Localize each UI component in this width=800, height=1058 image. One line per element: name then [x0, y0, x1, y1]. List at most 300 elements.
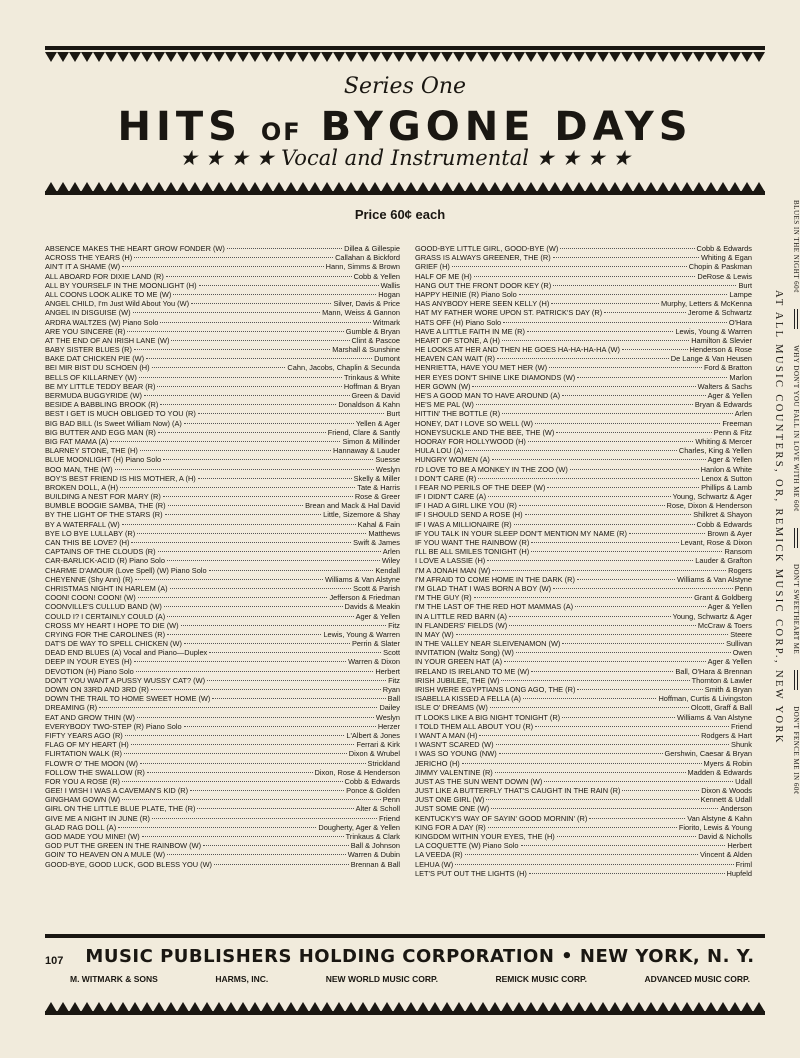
song-composer: Henderson & Rose	[689, 345, 752, 355]
dot-leader	[209, 570, 374, 571]
song-composer: Ferrari & Kirk	[356, 740, 400, 750]
dot-leader	[499, 753, 663, 754]
song-entry	[415, 685, 752, 694]
song-title: KENTUCKY'S WAY OF SAYIN' GOOD MORNIN' (R)	[415, 813, 588, 823]
song-composer: Simon & Millinder	[342, 436, 400, 446]
dot-leader	[146, 358, 372, 359]
top-border-line	[45, 46, 765, 50]
song-title: IF YOU WANT THE RAINBOW (R)	[415, 538, 530, 547]
dot-leader	[138, 597, 328, 598]
dot-leader	[157, 386, 341, 387]
song-composer: Lenox & Sutton	[701, 473, 752, 483]
song-composer: Levant, Rose & Dixon	[680, 538, 752, 547]
song-title: JERICHO (H)	[415, 758, 460, 768]
song-entry	[45, 777, 400, 786]
song-composer: Perrin & Slater	[351, 639, 400, 649]
song-composer: Arlen	[734, 409, 752, 419]
song-entry	[415, 823, 752, 832]
song-entry	[415, 694, 752, 703]
song-composer: Williams & Van Alstyne	[676, 712, 752, 722]
dot-leader	[531, 551, 722, 552]
dot-leader	[551, 303, 659, 304]
song-composer: Suesse	[375, 455, 400, 465]
dot-leader	[553, 588, 733, 589]
song-composer: Alter & Scholl	[355, 804, 400, 814]
song-entry	[45, 336, 400, 345]
dot-leader	[509, 616, 671, 617]
song-entry	[415, 529, 752, 538]
dot-leader	[163, 496, 353, 497]
song-composer: Mann, Weiss & Gannon	[322, 308, 400, 318]
song-title: KING FOR A DAY (R)	[415, 822, 486, 832]
dot-leader	[137, 717, 374, 718]
dot-leader	[170, 588, 352, 589]
song-entry	[45, 676, 400, 685]
song-entry	[415, 676, 752, 685]
song-title: HE'S A GOOD MAN TO HAVE AROUND (A)	[415, 391, 561, 400]
series-label: Series One	[343, 74, 467, 99]
song-composer: Burt	[738, 280, 752, 290]
song-entry	[45, 308, 400, 317]
dot-leader	[191, 303, 331, 304]
song-composer: Yellen & Ager	[355, 418, 400, 428]
song-entry	[415, 768, 752, 777]
song-composer: Herzer	[377, 721, 400, 731]
song-composer: Marlon	[729, 372, 752, 382]
song-composer: Tate & Harris	[357, 482, 400, 492]
song-title: BERMUDA BUGGYRIDE (W)	[45, 391, 142, 400]
dot-leader	[535, 423, 720, 424]
song-entry	[415, 281, 752, 290]
dot-leader	[529, 873, 725, 874]
song-title: FLIRTATION WALK (R)	[45, 749, 122, 759]
song-entry	[415, 556, 752, 565]
song-title: JUST LIKE A BUTTERFLY THAT'S CAUGHT IN THE RAIN (R)	[415, 786, 621, 796]
song-composer: Vincent & Alden	[699, 850, 752, 860]
song-composer: Fiorito, Lewis & Young	[678, 822, 752, 832]
dot-leader	[163, 459, 373, 460]
song-composer: Clint & Pascoe	[351, 335, 400, 345]
song-entry	[45, 547, 400, 556]
song-entry	[45, 455, 400, 464]
song-title: DOWN ON 33RD AND 3RD (R)	[45, 685, 149, 694]
song-composer: Kennett & Udall	[700, 795, 752, 805]
song-composer: Rose & Greer	[354, 492, 400, 502]
dot-leader	[122, 266, 324, 267]
dot-leader	[165, 514, 322, 515]
dot-leader	[476, 404, 693, 405]
song-composer: Madden & Edwards	[687, 767, 752, 777]
dot-leader	[525, 514, 692, 515]
song-composer: Herbert	[727, 841, 752, 851]
song-title: I'M THE LAST OF THE RED HOT MAMMAS (A)	[415, 602, 574, 612]
dot-leader	[502, 413, 733, 414]
publisher-headline: MUSIC PUBLISHERS HOLDING CORPORATION • NEW YORK, N. Y.	[85, 946, 755, 967]
side-song-4: DON'T FENCE ME IN 60¢	[792, 706, 800, 795]
dot-leader	[198, 413, 385, 414]
song-entry	[415, 584, 752, 593]
song-title: FOR YOU A ROSE (R)	[45, 776, 121, 786]
song-entry	[415, 630, 752, 639]
song-composer: Ball & Johnson	[350, 841, 400, 851]
song-entry	[45, 694, 400, 703]
song-entry	[45, 520, 400, 529]
song-title: AT THE END OF AN IRISH LANE (W)	[45, 335, 170, 345]
dot-leader	[137, 533, 366, 534]
song-entry	[415, 538, 752, 547]
song-composer: Ball, O'Hara & Brennan	[675, 666, 752, 676]
song-title: GEE! I WISH I WAS A CAVEMAN'S KID (R)	[45, 786, 189, 796]
song-composer: Dixon, Rose & Henderson	[314, 767, 400, 777]
song-composer: Marshall & Sunshine	[332, 345, 400, 355]
dot-leader	[122, 524, 356, 525]
song-title: JUST AS THE SUN WENT DOWN (W)	[415, 776, 543, 786]
song-title: IF YOU TALK IN YOUR SLEEP DON'T MENTION MY NAME (R)	[415, 528, 627, 538]
song-entry	[415, 272, 752, 281]
dot-leader	[199, 285, 379, 286]
dot-leader	[190, 790, 344, 791]
song-composer: Scott & Parish	[353, 583, 400, 593]
song-entry	[415, 492, 752, 501]
song-entry	[415, 777, 752, 786]
song-entry	[415, 795, 752, 804]
song-composer: Brennan & Ball	[350, 859, 400, 869]
song-composer: Donaldson & Kahn	[338, 400, 400, 410]
song-composer: Hoffman, Curtis & Livingston	[658, 694, 752, 704]
song-entry	[415, 869, 752, 878]
song-title: I'LL BE ALL SMILES TONIGHT (H)	[415, 547, 530, 557]
song-title: GRIEF (H)	[415, 262, 450, 272]
dot-leader	[127, 331, 343, 332]
dot-leader	[160, 322, 371, 323]
song-title: ABSENCE MAKES THE HEART GROW FONDER (W)	[45, 244, 225, 253]
dot-leader	[133, 312, 321, 313]
title-of: OF	[260, 118, 302, 146]
song-entry	[45, 428, 400, 437]
song-composer: Shilkret & Shayon	[693, 510, 752, 520]
side-divider	[794, 309, 798, 329]
dot-leader	[160, 404, 336, 405]
song-title: BIG FAT MAMA (A)	[45, 436, 109, 446]
song-composer: Jerome & Schwartz	[687, 308, 752, 318]
song-title: I'D LOVE TO BE A MONKEY IN THE ZOO (W)	[415, 464, 568, 474]
song-composer: Penn	[382, 795, 400, 805]
song-composer: Sullivan	[726, 639, 752, 649]
song-title: CRYING FOR THE CAROLINES (R)	[45, 629, 166, 639]
song-title: BAKE DAT CHICKEN PIE (W)	[45, 354, 145, 364]
song-title: BELLS OF KILLARNEY (W)	[45, 372, 137, 382]
song-composer: Davids & Meakin	[344, 602, 400, 612]
publisher-name: M. WITMARK & SONS	[70, 974, 158, 984]
dot-leader	[557, 836, 696, 837]
song-composer: Ager & Yellen	[707, 602, 752, 612]
song-title: IRELAND IS IRELAND TO ME (W)	[415, 666, 530, 676]
song-composer: Williams & Van Alstyne	[324, 574, 400, 584]
dot-leader	[167, 616, 353, 617]
dot-leader	[122, 799, 381, 800]
dot-leader	[181, 625, 386, 626]
dot-leader	[158, 432, 326, 433]
song-title: IN THE VALLEY NEAR SLEIVENAMON (W)	[415, 639, 561, 649]
song-title: HAT MY FATHER WORE UPON ST. PATRICK'S DAY (R)	[415, 308, 603, 318]
dot-leader	[577, 579, 675, 580]
song-entry	[415, 244, 752, 253]
page-number: 107	[45, 955, 64, 967]
dot-leader	[478, 478, 699, 479]
dot-leader	[497, 358, 669, 359]
song-title: I'M A JONAH MAN (W)	[415, 565, 491, 575]
page-title	[45, 104, 765, 150]
dot-leader	[502, 340, 689, 341]
dot-leader	[490, 707, 689, 708]
song-title: BIG BAD BILL (Is Sweet William Now) (A)	[45, 418, 182, 428]
song-composer: Dailey	[379, 703, 400, 713]
song-composer: L'Albert & Jones	[346, 730, 400, 740]
song-entry	[415, 483, 752, 492]
song-entry	[415, 575, 752, 584]
dot-leader	[151, 689, 381, 690]
dot-leader	[472, 386, 695, 387]
dot-leader	[562, 643, 724, 644]
dot-leader	[577, 689, 702, 690]
dot-leader	[212, 698, 385, 699]
song-title: IF I SHOULD SEND A ROSE (H)	[415, 510, 523, 520]
song-title: BOY'S BEST FRIEND IS HIS MOTHER, A (H)	[45, 473, 196, 483]
song-composer: Fitz	[388, 675, 400, 685]
song-title: I LOVE A LASSIE (H)	[415, 556, 486, 566]
song-composer: Cobb & Yellen	[353, 271, 400, 281]
song-title: JUST SOME ONE (W)	[415, 804, 490, 814]
title-hits: HITS	[117, 104, 242, 150]
dot-leader	[122, 781, 343, 782]
dot-leader	[152, 818, 377, 819]
song-title: IF I DIDN'T CARE (A)	[415, 492, 487, 502]
song-entry	[45, 639, 400, 648]
dot-leader	[487, 560, 693, 561]
song-composer: McCraw & Toers	[697, 620, 752, 630]
dot-leader	[575, 606, 705, 607]
song-entry	[45, 749, 400, 758]
song-entry	[415, 354, 752, 363]
song-title: BUMBLE BOOGIE SAMBA, THE (R)	[45, 501, 166, 511]
song-title: HER EYES DON'T SHINE LIKE DIAMONDS (W)	[415, 372, 576, 382]
dot-leader	[562, 395, 705, 396]
song-title: COULD I? I CERTAINLY COULD (A)	[45, 611, 166, 621]
song-composer: Hoffman & Bryan	[343, 381, 400, 391]
dot-leader	[207, 680, 386, 681]
dot-leader	[491, 808, 718, 809]
dot-leader	[135, 579, 323, 580]
song-title: BABY SISTER BLUES (R)	[45, 345, 132, 355]
song-title: ISLE O' DREAMS (W)	[415, 703, 488, 713]
song-entry	[45, 648, 400, 657]
dot-leader	[474, 276, 696, 277]
dot-leader	[140, 450, 331, 451]
song-title: HEART OF STONE, A (H)	[415, 335, 501, 345]
dot-leader	[553, 257, 699, 258]
song-title: CHRISTMAS NIGHT IN HARLEM (A)	[45, 583, 168, 593]
side-main-wrap	[772, 290, 786, 790]
song-composer: Warren & Dixon	[348, 657, 400, 667]
song-entry	[415, 520, 752, 529]
song-composer: Dillea & Gillespie	[344, 244, 400, 253]
publisher-name: NEW WORLD MUSIC CORP.	[325, 974, 438, 984]
song-composer: Fitz	[388, 620, 400, 630]
dot-leader	[168, 505, 303, 506]
song-title: HONEY, DAT I LOVE SO WELL (W)	[415, 418, 533, 428]
song-title: HANG OUT THE FRONT DOOR KEY (R)	[415, 280, 552, 290]
song-entry	[415, 722, 752, 731]
side-main-text: AT ALL MUSIC COUNTERS, OR, REMICK MUSIC CORP., NEW YORK	[773, 290, 784, 745]
song-title: HITTIN' THE BOTTLE (R)	[415, 409, 501, 419]
song-entry	[45, 685, 400, 694]
song-composer: Whiting & Egan	[701, 253, 752, 263]
song-title: I'M GLAD THAT I WAS BORN A BOY (W)	[415, 583, 552, 593]
dot-leader	[535, 726, 729, 727]
song-entry	[45, 602, 400, 611]
song-list-right	[415, 244, 752, 878]
dot-leader	[549, 367, 702, 368]
song-entry	[45, 538, 400, 547]
song-title: I WANT A MAN (H)	[415, 730, 478, 740]
song-entry	[415, 648, 752, 657]
song-entry	[415, 814, 752, 823]
song-entry	[45, 584, 400, 593]
song-entry	[45, 795, 400, 804]
dot-leader	[198, 478, 352, 479]
song-entry	[45, 345, 400, 354]
song-composer: Ager & Yellen	[707, 455, 752, 465]
dot-leader	[465, 450, 676, 451]
dot-leader	[142, 836, 344, 837]
song-title: I TOLD THEM ALL ABOUT YOU (R)	[415, 721, 534, 731]
song-entry	[45, 786, 400, 795]
dot-leader	[622, 349, 688, 350]
song-composer: Hannaway & Lauder	[333, 446, 400, 456]
song-entry	[45, 437, 400, 446]
song-composer: Penn & Fitz	[713, 427, 752, 437]
dot-leader	[134, 257, 333, 258]
song-composer: Kahal & Fain	[357, 519, 400, 529]
song-title: LA COQUETTE (W) Piano Solo	[415, 841, 519, 851]
song-composer: Dixon & Wrubel	[348, 749, 400, 759]
song-entry	[45, 465, 400, 474]
song-composer: Matthews	[368, 528, 400, 538]
song-entry	[45, 621, 400, 630]
song-entry	[415, 850, 752, 859]
song-composer: Rogers	[728, 565, 752, 575]
song-entry	[415, 373, 752, 382]
song-title: IT LOOKS LIKE A BIG NIGHT TONIGHT (R)	[415, 712, 561, 722]
song-entry	[45, 804, 400, 813]
song-entry	[45, 740, 400, 749]
dot-leader	[139, 377, 342, 378]
song-title: HAPPY HEINIE (R) Piano Solo	[415, 289, 517, 299]
top-zigzag-border	[45, 52, 765, 64]
dot-leader	[227, 248, 342, 249]
song-entry	[45, 262, 400, 271]
dot-leader	[167, 854, 346, 855]
dot-leader	[604, 312, 686, 313]
song-title: BEST I GET IS MUCH OBLIGED TO YOU (R)	[45, 409, 196, 419]
song-title: EAT AND GROW THIN (W)	[45, 712, 135, 722]
song-entry	[415, 639, 752, 648]
song-composer: Gumble & Bryan	[345, 326, 400, 336]
song-composer: Bryan & Edwards	[694, 400, 752, 410]
song-entry	[45, 492, 400, 501]
song-composer: Whiting & Mercer	[695, 436, 752, 446]
song-entry	[415, 786, 752, 795]
song-composer: Ager & Yellen	[355, 611, 400, 621]
song-entry	[45, 850, 400, 859]
song-title: HE'S ME PAL (W)	[415, 400, 474, 410]
header-border-line	[45, 191, 765, 195]
dot-leader	[152, 367, 286, 368]
song-composer: DeRose & Lewis	[697, 271, 752, 281]
song-title: COONVILLE'S CULLUD BAND (W)	[45, 602, 162, 612]
song-entry	[45, 612, 400, 621]
song-composer: Warren & Dubin	[347, 850, 400, 860]
dot-leader	[147, 772, 313, 773]
dot-leader	[523, 698, 656, 699]
song-title: GOIN' TO HEAVEN ON A MULE (W)	[45, 850, 166, 860]
song-title: ANGEL CHILD, I'm Just Wild About You (W)	[45, 299, 190, 309]
song-composer: Hupfeld	[726, 868, 752, 878]
dot-leader	[504, 661, 706, 662]
dot-leader	[577, 377, 727, 378]
song-composer: Freeman	[722, 418, 752, 428]
song-composer: Lewis, Young & Warren	[323, 629, 400, 639]
song-composer: Cahn, Jacobs, Chaplin & Secunda	[287, 363, 400, 373]
song-title: BESIDE A BABBLING BROOK (R)	[45, 400, 159, 410]
song-composer: Chopin & Paskman	[688, 262, 752, 272]
song-composer: Ager & Yellen	[707, 657, 752, 667]
song-entry	[415, 455, 752, 464]
dot-leader	[503, 322, 727, 323]
song-title: BY A WATERFALL (W)	[45, 519, 120, 529]
dot-leader	[531, 671, 673, 672]
dot-leader	[124, 753, 347, 754]
dot-leader	[560, 248, 694, 249]
song-title: CHARME D'AMOUR (Love Spell) (W) Piano Solo	[45, 565, 207, 575]
dot-leader	[547, 487, 699, 488]
song-entry	[45, 731, 400, 740]
song-composer: Friend	[731, 721, 752, 731]
song-title: AIN'T IT A SHAME (W)	[45, 262, 121, 272]
song-entry	[45, 446, 400, 455]
song-title: IF I WAS A MILLIONAIRE (R)	[415, 519, 512, 529]
song-entry	[415, 363, 752, 372]
song-entry	[415, 860, 752, 869]
dot-leader	[509, 625, 696, 626]
song-title: I WAS SO YOUNG (NW)	[415, 749, 497, 759]
song-composer: Williams & Van Alstyne	[676, 574, 752, 584]
song-entry	[415, 566, 752, 575]
song-entry	[415, 657, 752, 666]
song-entry	[45, 409, 400, 418]
song-title: IF I HAD A GIRL LIKE YOU (R)	[415, 501, 517, 511]
song-entry	[45, 657, 400, 666]
song-title: FIFTY YEARS AGO (R)	[45, 730, 123, 740]
song-entry	[45, 529, 400, 538]
song-composer: Phillips & Lamb	[701, 482, 752, 492]
song-composer: Cobb & Edwards	[696, 519, 752, 529]
dot-leader	[465, 854, 698, 855]
song-title: I'M THE GUY (R)	[415, 593, 472, 603]
song-entry	[45, 318, 400, 327]
dot-leader	[516, 652, 731, 653]
song-entry	[415, 327, 752, 336]
